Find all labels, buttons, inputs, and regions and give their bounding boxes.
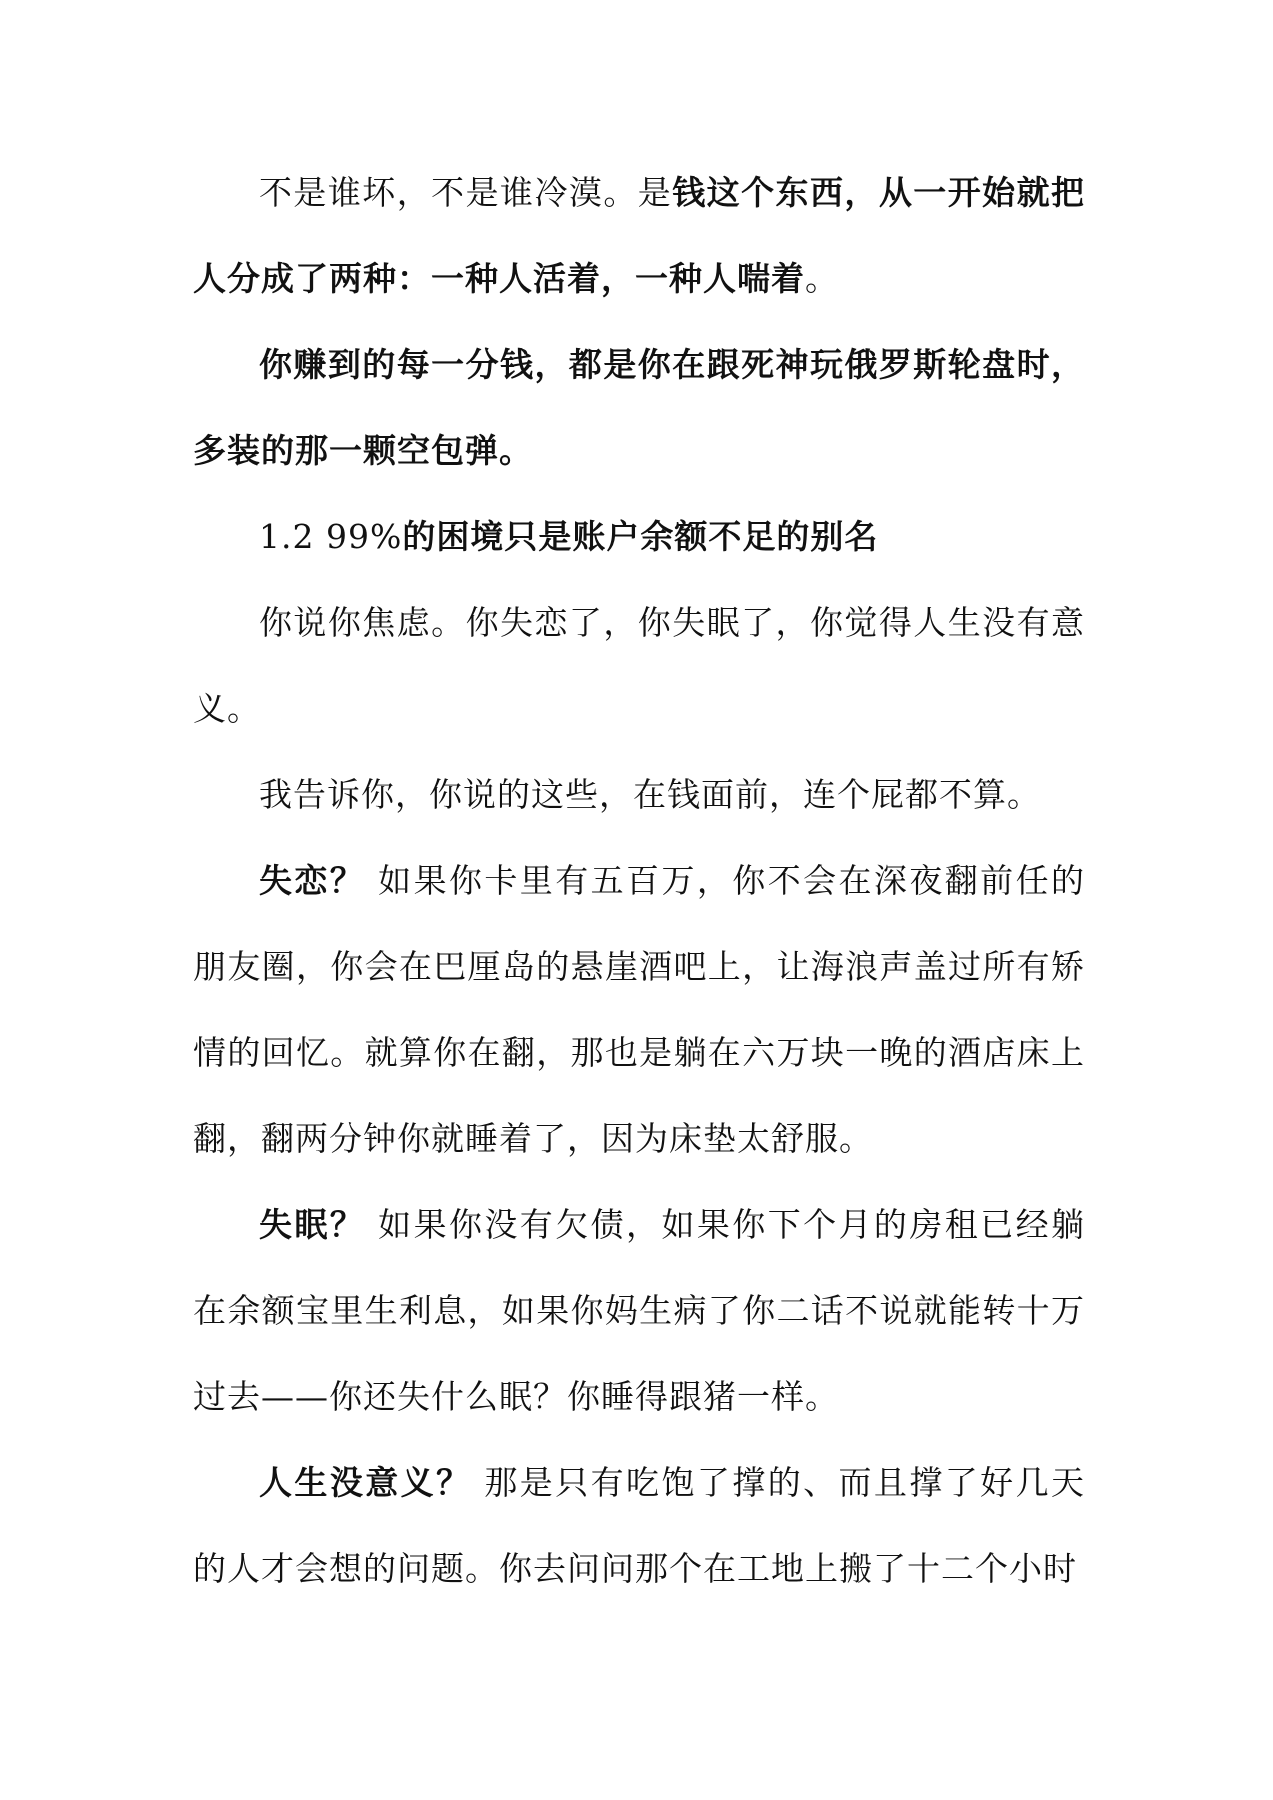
section-title: 的困境只是账户余额不足的别名: [402, 517, 879, 556]
paragraph-2: 你赚到的每一分钱，都是你在跟死神玩俄罗斯轮盘时，多装的那一颗空包弹。: [193, 345, 1085, 470]
paragraph-7: [193, 1440, 1085, 1612]
paragraph-1: [193, 150, 1085, 322]
paragraph-3: 你说你焦虑。你失恋了，你失眠了，你觉得人生没有意义。: [193, 603, 1085, 728]
paragraph-4: 我告诉你，你说的这些，在钱面前，连个屁都不算。: [259, 775, 1041, 814]
paragraph-1-lead: 不是谁坏，不是谁冷漠。是: [259, 173, 673, 212]
paragraph-5-lead: 失恋？: [259, 861, 366, 900]
document-body: [193, 150, 1085, 1612]
section-number: 1.2 99%: [259, 517, 403, 556]
section-heading: [193, 494, 1085, 580]
paragraph-6-text: 如果你没有欠债，如果你下个月的房租已经躺在余额宝里生利息，如果你妈生病了你二话不说就能转十万过去——你还失什么眠？你睡得跟猪一样。: [193, 1205, 1086, 1416]
paragraph-7-lead: 人生没意义？: [259, 1463, 472, 1502]
paragraph-5-text: 如果你卡里有五百万，你不会在深夜翻前任的朋友圈，你会在巴厘岛的悬崖酒吧上，让海浪声盖过所有矫情的回忆。就算你在翻，那也是躺在六万块一晚的酒店床上翻，翻两分钟你就睡着了，因为床垫太舒服。: [193, 861, 1086, 1158]
paragraph-5: [193, 838, 1085, 1182]
paragraph-1-tail: 。: [805, 259, 839, 298]
paragraph-1-bold: 钱这个东西，从一开始就把人分成了两种：一种人活着，一种人喘着: [193, 173, 1086, 298]
paragraph-6: [193, 1182, 1085, 1440]
paragraph-7-text: 那是只有吃饱了撑的、而且撑了好几天的人才会想的问题。你去问问那个在工地上搬了十二个小时: [193, 1463, 1085, 1588]
paragraph-6-lead: 失眠？: [259, 1205, 366, 1244]
